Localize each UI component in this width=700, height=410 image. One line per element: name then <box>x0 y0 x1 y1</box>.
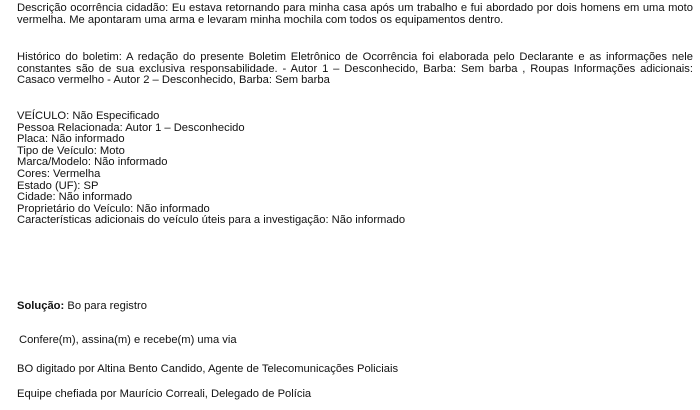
vehicle-line: Tipo de Veículo: Moto <box>17 144 125 157</box>
vehicle-line: Proprietário do Veículo: Não informado <box>17 202 210 215</box>
vehicle-line: Cidade: Não informado <box>17 191 133 204</box>
vehicle-line: Características adicionais do veículo úteis para a investigação: Não informado <box>17 214 406 227</box>
vehicle-line: Placa: Não informado <box>17 133 125 146</box>
solution-value: Bo para registro <box>67 300 147 312</box>
solution-label: Solução: <box>17 300 65 312</box>
vehicle-details <box>17 111 405 227</box>
history-text: A redação do presente Boletim Eletrônico de Ocorrência foi elaborada pelo Declarante e as informações nele constantes são de sua exclusiva responsabilidade. - Autor 1 – Desconhecido, Barba: Sem barba , Roupas Informações adicionais: Casaco vermelho - Autor 2 – Desconhecido, Barba: Sem barba <box>17 51 693 87</box>
vehicle-line: Marca/Modelo: Não informado <box>17 156 168 169</box>
vehicle-line: Estado (UF): SP <box>17 179 99 192</box>
report-history <box>17 52 693 87</box>
occurrence-text: Eu estava retornando para minha casa após um trabalho e fui abordado por dois homens em uma moto vermelha. Me apontaram uma arma e levaram minha mochila com todos os equipamentos dentro. <box>17 2 693 26</box>
typed-by-line: BO digitado por Altina Bento Candido, Agente de Telecomunicações Policiais <box>17 363 399 375</box>
solution-row <box>17 301 147 313</box>
occurrence-label: Descrição ocorrência cidadão: <box>17 2 169 14</box>
history-label: Histórico do boletim: <box>17 51 122 63</box>
vehicle-line: Pessoa Relacionada: Autor 1 – Desconhecido <box>17 121 245 134</box>
occurrence-description <box>17 3 693 26</box>
vehicle-line: Cores: Vermelha <box>17 167 101 180</box>
vehicle-line: VEÍCULO: Não Especificado <box>17 110 160 122</box>
receipt-line: Confere(m), assina(m) e recebe(m) uma via <box>19 334 237 346</box>
team-chief-line: Equipe chefiada por Maurício Correali, Delegado de Polícia <box>17 388 312 400</box>
